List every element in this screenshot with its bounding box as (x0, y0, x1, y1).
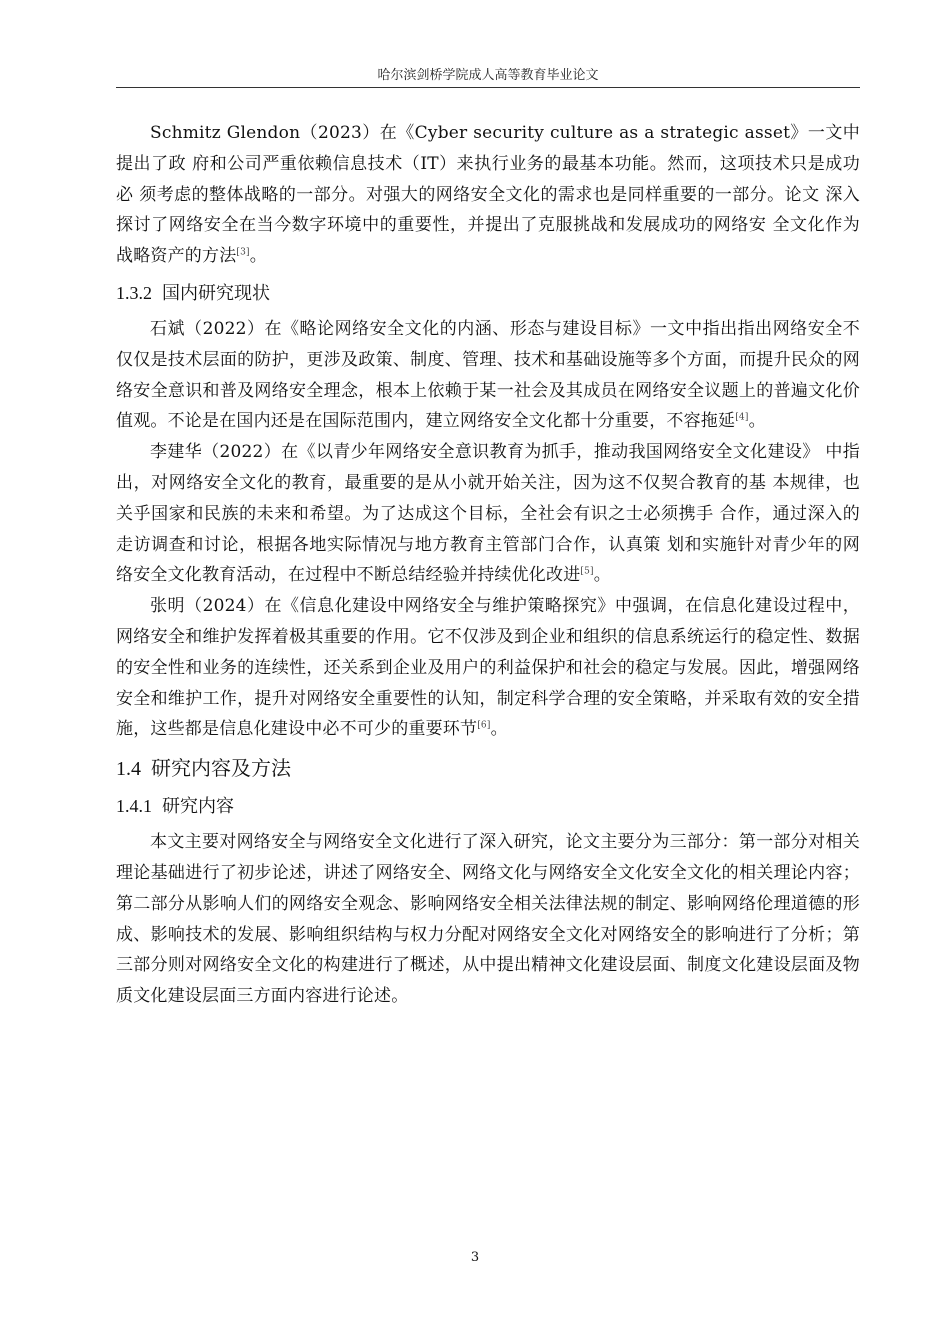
paragraph-research-content (116, 827, 860, 1012)
paragraph-text: Schmitz Glendon（2023）在《Cyber security culture as a strategic asset》一文中提出了政 府和公司严重依赖信息技术（IT）来执行业务的最基本功能。然而，这项技术只是成功必 须考虑的整体战略的一部分。对强大的网络安全文化的需求也是同样重要的一部分。论文 深入探讨了网络安全在当今数字环境中的重要性，并提出了克服挑战和发展成功的网络安 全文化作为战略资产的方法 (116, 123, 860, 267)
section-heading-1-3-2 (116, 278, 860, 308)
section-number: 1.3.2 (116, 282, 152, 303)
paragraph-schmitz: Schmitz Glendon（2023）在《Cyber security culture as a strategic asset》一文中提出了政 府和公司严重依赖信息技术（IT）来执行业务的最基本功能。然而，这项技术只是成功必 须考虑的整体战略的一部分。对强大的网络安全文化的需求也是同样重要的一部分。论文 深入探讨了网络安全在当今数字环境中的重要性，并提出了克服挑战和发展成功的网络安 全文化作为战略资产的方法[3]。 (116, 123, 860, 267)
header-divider (116, 87, 860, 88)
citation-ref: [6] (477, 720, 491, 731)
citation-ref: [4] (735, 412, 749, 423)
paragraph-lijianhua: 李建华（2022）在《以青少年网络安全意识教育为抓手，推动我国网络安全文化建设》 中指出，对网络安全文化的教育，最重要的是从小就开始关注，因为这不仅契合教育的基 本规律，也关乎国家和民族的未来和希望。为了达成这个目标，全社会有识之士必须携手 合作，通过深入的走访调查和讨论，根据各地实际情况与地方教育主管部门合作，认真策 划和实施针对青少年的网络安全文化教育活动，在过程中不断总结经验并持续优化改进[5]。 (116, 442, 860, 586)
citation-ref: [3] (236, 247, 250, 258)
paragraph-text: 张明（2024）在《信息化建设中网络安全与维护策略探究》中强调，在信息化建设过程中，网络安全和维护发挥着极其重要的作用。它不仅涉及到企业和组织的信息系统运行的稳定性、数据的安全性和业务的连续性，还关系到企业及用户的利益保护和社会的稳定与发展。因此，增强网络安全和维护工作，提升对网络安全重要性的认知，制定科学合理的安全策略，并采取有效的安全措施，这些都是信息化建设中必不可少的重要环节 (116, 596, 860, 740)
paragraph-shibin: 石斌（2022）在《略论网络安全文化的内涵、形态与建设目标》一文中指出指出网络安全不仅仅是技术层面的防护，更涉及政策、制度、管理、技术和基础设施等多个方面，而提升民众的网络安全意识和普及网络安全理念，根本上依赖于某一社会及其成员在网络安全议题上的普遍文化价值观。不论是在国内还是在国际范围内，建立网络安全文化都十分重要，不容拖延[4]。 (116, 318, 860, 432)
section-number: 1.4.1 (116, 796, 152, 817)
section-heading-1-4-1 (116, 791, 860, 821)
paragraph-text: 李建华（2022）在《以青少年网络安全意识教育为抓手，推动我国网络安全文化建设》 中指出，对网络安全文化的教育，最重要的是从小就开始关注，因为这不仅契合教育的基 本规律，也关乎国家和民族的未来和希望。为了达成这个目标，全社会有识之士必须携手 合作，通过深入的走访调查和讨论，根据各地实际情况与地方教育主管部门合作，认真策 划和实施针对青少年的网络安全文化教育活动，在过程中不断总结经验并持续优化改进 (116, 442, 860, 586)
paragraph-text: 本文主要对网络安全与网络安全文化进行了深入研究，论文主要分为三部分：第一部分对相关理论基础进行了初步论述，讲述了网络安全、网络文化与网络安全文化安全文化的相关理论内容；第二部分从影响人们的网络安全观念、影响网络安全相关法律法规的制定、影响网络伦理道德的形成、影响技术的发展、影响组织结构与权力分配对网络安全文化对网络安全的影响进行了分析；第三部分则对网络安全文化的构建进行了概述，从中提出精神文化建设层面、制度文化建设层面及物质文化建设层面三方面内容进行论述。 (116, 832, 860, 1007)
section-heading-1-4 (116, 751, 860, 785)
page-body (116, 118, 860, 1012)
section-number: 1.4 (116, 758, 141, 781)
section-title: 研究内容 (162, 796, 234, 818)
section-title: 研究内容及方法 (151, 756, 291, 781)
section-title: 国内研究现状 (162, 282, 270, 304)
citation-ref: [5] (580, 566, 594, 577)
page-number: 3 (470, 1250, 480, 1265)
paragraph-zhangming: 张明（2024）在《信息化建设中网络安全与维护策略探究》中强调，在信息化建设过程中，网络安全和维护发挥着极其重要的作用。它不仅涉及到企业和组织的信息系统运行的稳定性、数据的安全性和业务的连续性，还关系到企业及用户的利益保护和社会的稳定与发展。因此，增强网络安全和维护工作，提升对网络安全重要性的认知，制定科学合理的安全策略，并采取有效的安全措施，这些都是信息化建设中必不可少的重要环节[6]。 (116, 596, 860, 740)
page-header: 哈尔滨剑桥学院成人高等教育毕业论文 (377, 68, 599, 83)
paragraph-text: 石斌（2022）在《略论网络安全文化的内涵、形态与建设目标》一文中指出指出网络安全不仅仅是技术层面的防护，更涉及政策、制度、管理、技术和基础设施等多个方面，而提升民众的网络安全意识和普及网络安全理念，根本上依赖于某一社会及其成员在网络安全议题上的普遍文化价值观。不论是在国内还是在国际范围内，建立网络安全文化都十分重要，不容拖延 (116, 318, 860, 432)
